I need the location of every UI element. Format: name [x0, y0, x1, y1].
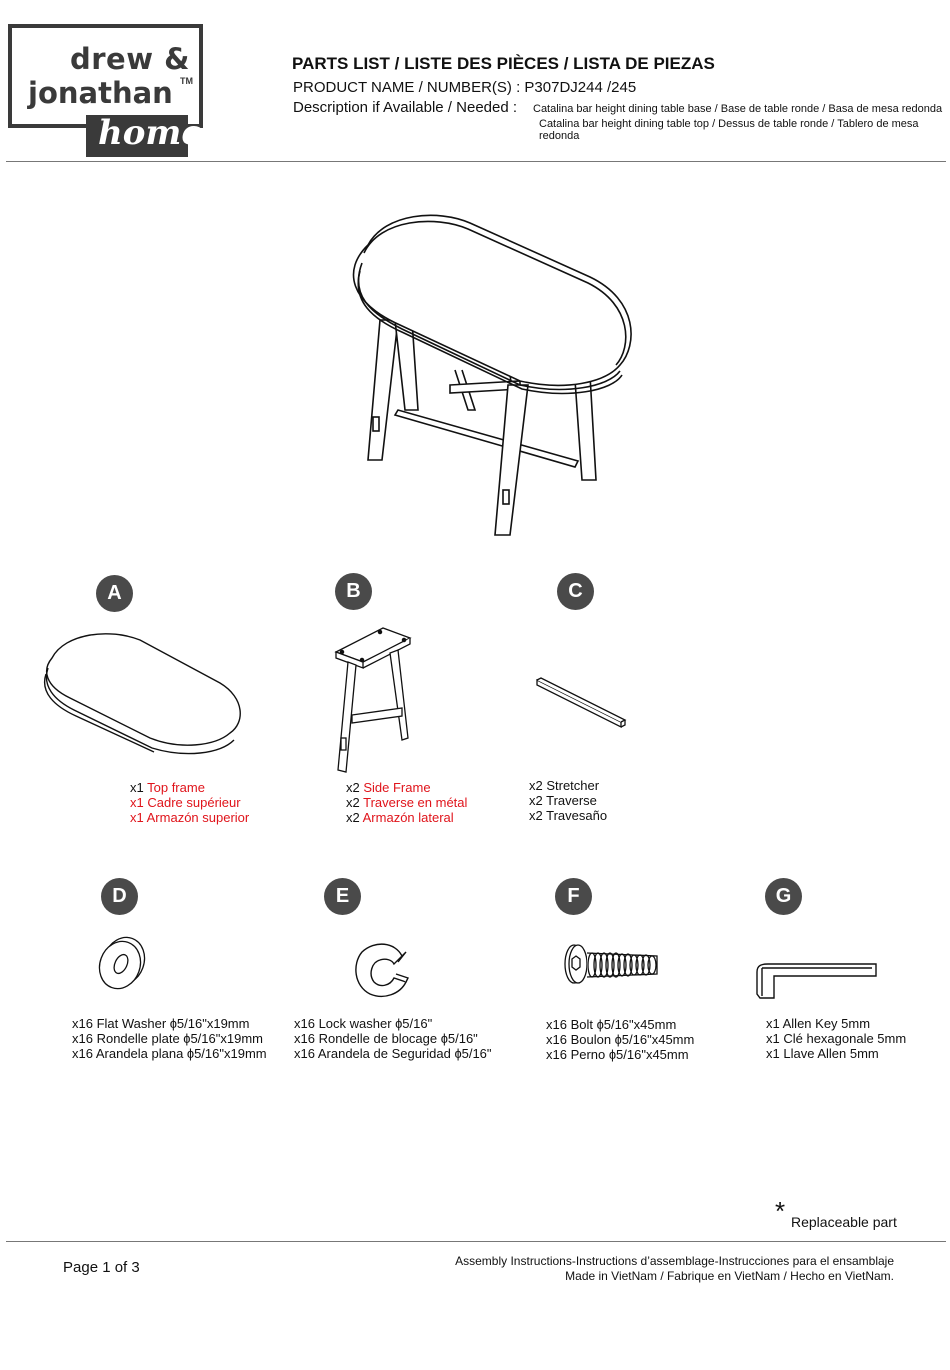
part-c-line-es: x2 Travesaño [529, 808, 608, 823]
part-d-line-fr: x16 Rondelle plate ɸ5/16"x19mm [72, 1031, 263, 1046]
part-a-tabletop-illustration [40, 628, 250, 758]
logo-text-drew: drew & [70, 42, 190, 76]
footer-assembly-text: Assembly Instructions-Instructions d’assemblage-Instrucciones para el ensamblaje [455, 1254, 894, 1268]
part-a-qty-2: x1 [130, 795, 144, 810]
product-line [293, 79, 636, 96]
part-badge-g: G [765, 878, 802, 915]
part-g-line-fr: x1 Clé hexagonale 5mm [766, 1031, 907, 1046]
part-f-caption [546, 1017, 694, 1062]
footer-made-in-text: Made in VietNam / Fabrique en VietNam / Hecho en VietNam. [565, 1269, 894, 1283]
footer-divider [6, 1241, 946, 1242]
part-g-line-es: x1 Llave Allen 5mm [766, 1046, 879, 1061]
replaceable-asterisk: * [775, 1196, 786, 1226]
header-divider [6, 161, 946, 162]
part-badge-f: F [555, 878, 592, 915]
part-f-line-en: x16 Bolt ɸ5/16"x45mm [546, 1017, 677, 1032]
part-b-caption [346, 780, 467, 825]
part-badge-b: B [335, 573, 372, 610]
description-text-1: Catalina bar height dining table base / Base de table ronde / Basa de mesa redonda [533, 103, 943, 115]
part-a-name-en: Top frame [147, 780, 205, 795]
part-c-line-fr: x2 Traverse [529, 793, 597, 808]
part-b-name-en: Side Frame [363, 780, 431, 795]
part-badge-c: C [557, 573, 594, 610]
part-badge-d: D [101, 878, 138, 915]
product-label: PRODUCT NAME / NUMBER(S) [293, 79, 512, 96]
part-d-line-es: x16 Arandela plana ɸ5/16"x19mm [72, 1046, 267, 1061]
part-f-line-fr: x16 Boulon ɸ5/16"x45mm [546, 1032, 695, 1047]
part-b-name-fr: Traverse en métal [363, 795, 468, 810]
part-b-qty-1: x2 [346, 780, 360, 795]
part-badge-e: E [324, 878, 361, 915]
page-number: Page 1 of 3 [63, 1259, 140, 1276]
logo-trademark: TM [180, 76, 193, 86]
assembled-table-illustration [320, 205, 650, 545]
part-g-line-en: x1 Allen Key 5mm [766, 1016, 871, 1031]
part-e-caption [294, 1016, 492, 1061]
part-d-caption [72, 1016, 267, 1061]
part-e-lock-washer-illustration [350, 938, 415, 1003]
part-e-line-es: x16 Arandela de Seguridad ɸ5/16" [294, 1046, 492, 1061]
page-title: PARTS LIST / LISTE DES PIÈCES / LISTA DE PIEZAS [292, 54, 715, 73]
part-e-line-fr: x16 Rondelle de blocage ɸ5/16" [294, 1031, 478, 1046]
part-c-stretcher-illustration [533, 672, 628, 732]
part-a-caption [130, 780, 249, 825]
logo-text-home: home [98, 113, 204, 153]
part-b-name-es: Armazón lateral [362, 810, 454, 825]
part-c-line-en: x2 Stretcher [529, 778, 600, 793]
logo-text-jonathan: jonathan [28, 76, 173, 110]
part-f-bolt-illustration [560, 940, 665, 990]
part-a-name-es: Armazón superior [146, 810, 250, 825]
description-label: Description if Available / Needed [293, 99, 509, 116]
part-a-name-fr: Cadre supérieur [147, 795, 241, 810]
product-value: : P307DJ244 /245 [516, 79, 637, 96]
description-colon: : [512, 99, 518, 116]
logo-home-plate [86, 113, 204, 157]
part-g-allen-key-illustration [752, 958, 882, 1006]
part-f-line-es: x16 Perno ɸ5/16"x45mm [546, 1047, 689, 1062]
part-d-line-en: x16 Flat Washer ɸ5/16"x19mm [72, 1016, 250, 1031]
description-text-2: Catalina bar height dining table top / Dessus de table ronde / Tablero de mesa redonda [539, 118, 919, 142]
replaceable-note: Replaceable part [791, 1214, 897, 1230]
part-badge-a: A [96, 575, 133, 612]
part-b-qty-3: x2 [346, 810, 360, 825]
part-a-qty-3: x1 [130, 810, 144, 825]
part-e-line-en: x16 Lock washer ɸ5/16" [294, 1016, 433, 1031]
part-d-flat-washer-illustration [92, 935, 152, 993]
part-b-side-frame-illustration [328, 620, 418, 775]
part-g-caption [766, 1016, 906, 1061]
part-c-caption [529, 778, 607, 823]
part-a-qty-1: x1 [130, 780, 144, 795]
description-line [293, 99, 517, 116]
part-b-qty-2: x2 [346, 795, 360, 810]
